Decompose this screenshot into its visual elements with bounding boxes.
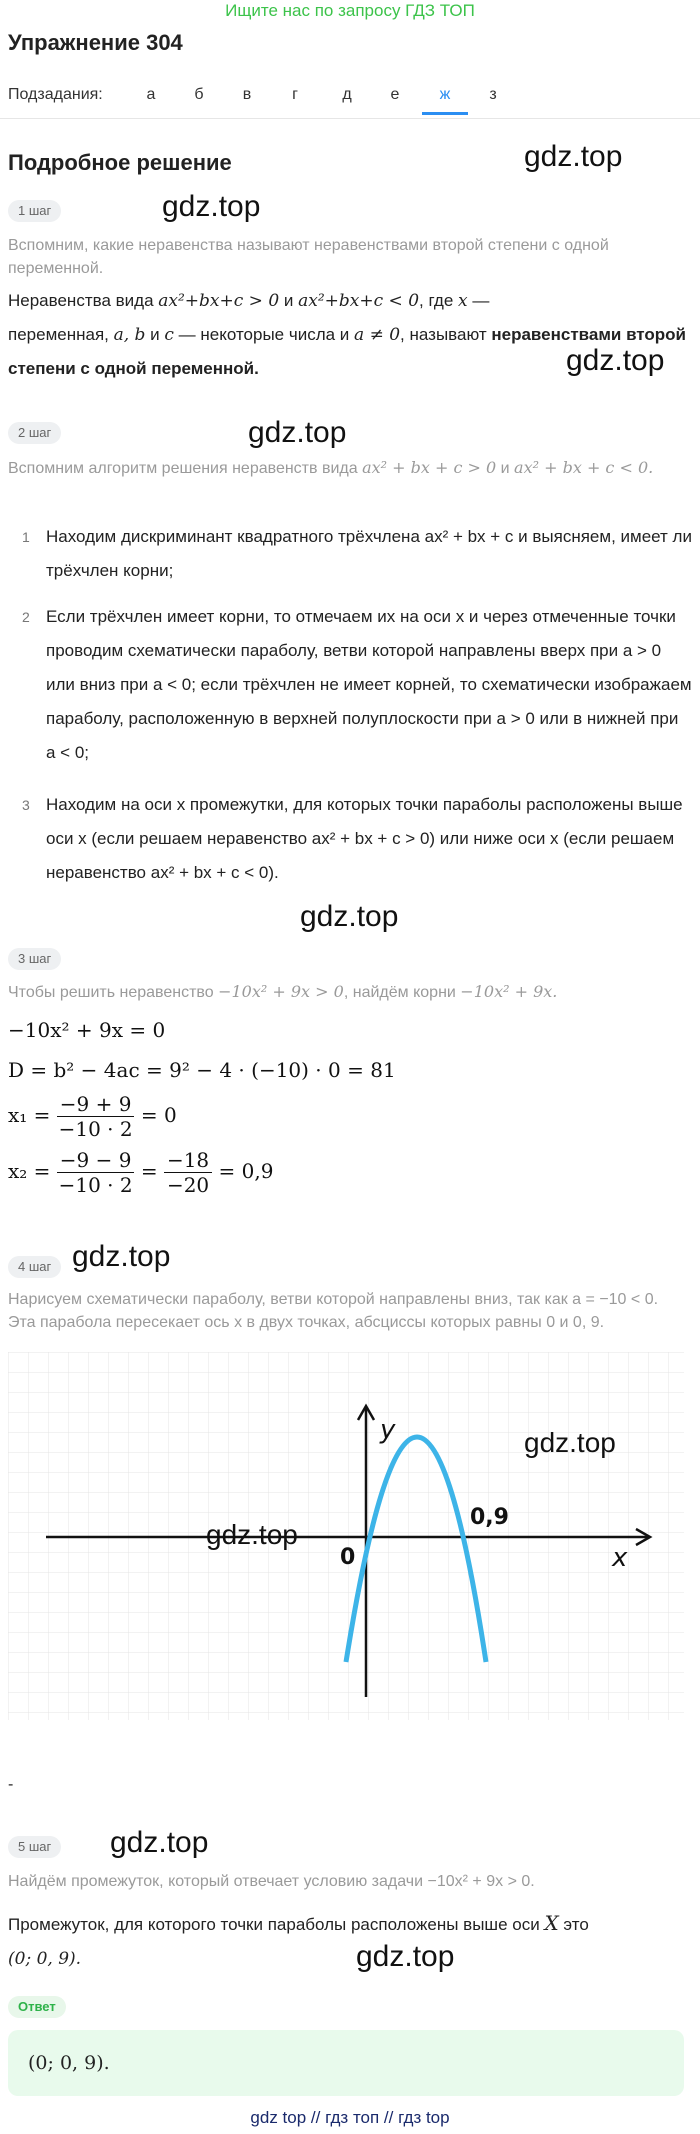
step-badge-4: 4 шаг xyxy=(8,1256,61,1278)
page-title: Упражнение 304 xyxy=(8,30,183,55)
watermark: gdz.top xyxy=(72,1240,171,1273)
fraction xyxy=(57,1092,135,1141)
y-axis-label: y xyxy=(380,1415,396,1445)
watermark: gdz.top xyxy=(300,900,399,933)
subtask-tab-zh[interactable]: ж xyxy=(439,86,451,103)
x-axis-label: x xyxy=(612,1543,628,1573)
list-number: 1 xyxy=(22,529,30,545)
list-item xyxy=(8,788,692,898)
subtask-tab-g[interactable]: г xyxy=(292,86,298,103)
numerator: −9 + 9 xyxy=(57,1092,135,1117)
denominator: −20 xyxy=(166,1173,210,1197)
text-fragment: это xyxy=(563,1915,589,1934)
text-fragment: Чтобы решить неравенство xyxy=(8,984,214,1001)
text-fragment: X xyxy=(544,1911,559,1935)
text-fragment: и xyxy=(150,325,160,344)
equation: −10x² + 9x = 0 xyxy=(8,1018,166,1042)
step-1-intro: Вспомним, какие неравенства называют неравенствами второй степени с одной переменной. xyxy=(8,237,609,277)
text-fragment: , найдём корни xyxy=(343,984,456,1001)
divider xyxy=(0,118,700,119)
text-fragment: Неравенства вида xyxy=(8,291,154,310)
text-fragment: Промежуток, для которого точки параболы расположены выше оси xyxy=(8,1915,540,1934)
step-badge-5: 5 шаг xyxy=(8,1836,61,1858)
list-number: 2 xyxy=(22,609,30,625)
text-fragment: переменная, xyxy=(8,325,109,344)
answer-value: (0; 0, 9). xyxy=(28,2052,110,2074)
text-fragment: = 0 xyxy=(140,1103,177,1127)
watermark: gdz.top xyxy=(110,1826,209,1859)
step-3-intro: Чтобы решить неравенство −10x² + 9x > 0, найдём корни −10x² + 9x. xyxy=(8,982,558,1001)
subtask-tab-z[interactable]: з xyxy=(489,86,497,103)
step-badge-3: 3 шаг xyxy=(8,948,61,970)
step-2-intro: Вспомним алгоритм решения неравенств вида ax² + bx + c > 0 и ax² + bx + c < 0. xyxy=(8,458,654,477)
watermark: gdz.top xyxy=(356,1940,455,1973)
watermark: gdz.top xyxy=(524,1427,616,1458)
top-banner: Ищите нас по запросу ГДЗ ТОП xyxy=(225,1,475,20)
step-badge-1: 1 шаг xyxy=(8,200,61,222)
numerator: −9 − 9 xyxy=(57,1148,135,1173)
interval: (0; 0, 9). xyxy=(8,1949,82,1969)
list-number: 3 xyxy=(22,797,30,813)
numerator: −18 xyxy=(164,1148,212,1173)
root-x1 xyxy=(8,1092,177,1141)
text-fragment: = 0,9 xyxy=(218,1159,274,1183)
fraction xyxy=(57,1148,135,1197)
subtask-tab-a[interactable]: а xyxy=(146,86,156,103)
discriminant: D = b² − 4ac = 9² − 4 · (−10) · 0 = 81 xyxy=(8,1058,396,1082)
footer-links[interactable]: gdz top // гдз топ // гдз top xyxy=(250,2108,450,2127)
list-text: Находим на оси x промежутки, для которых точки параболы расположены выше оси x (если решаем неравенство ax² + bx + c > 0) или ниже оси x (если решаем неравенство ax² + bx + c < 0). xyxy=(46,795,683,882)
text-fragment: — xyxy=(472,291,490,310)
root-label: 0,9 xyxy=(470,1505,509,1530)
subtask-tab-e[interactable]: е xyxy=(390,86,400,103)
watermark: gdz.top xyxy=(206,1519,298,1550)
text-fragment: x₁ = xyxy=(8,1103,51,1127)
text-fragment: — некоторые числа и xyxy=(178,325,350,344)
active-tab-indicator xyxy=(422,112,468,115)
watermark: gdz.top xyxy=(566,344,665,377)
subtask-tab-b[interactable]: б xyxy=(194,86,204,103)
list-text: Если трёхчлен имеет корни, то отмечаем их на оси x и через отмеченные точки проводим схематически параболу, ветви которой направлены вверх при a > 0 или вниз при a < 0; если трёхчлен не имеет корней, то схематически изображаем параболу, расположенную в верхней полуплоскости при a > 0 или в нижней при a < 0; xyxy=(46,607,692,762)
text-fragment: , называют xyxy=(400,325,487,344)
origin-label: 0 xyxy=(340,1545,356,1570)
root-x2: x₂ = $\frac{-9 - 9}{-10 \cdot 2}$ = $\frac{-18}{-20}$ = 0,9 xyxy=(8,1148,274,1197)
text-fragment: и xyxy=(283,291,294,310)
subtask-tab-d[interactable]: д xyxy=(342,86,352,103)
text-fragment: , где xyxy=(419,291,454,310)
bold-term: неравенствами второй степени с одной переменной. xyxy=(8,325,687,378)
step-4-intro: Нарисуем схематически параболу, ветви которой направлены вниз, так как a = −10 < 0. Эта парабола пересекает ось x в двух точках, абсциссы которых равны 0 и 0, 9. xyxy=(8,1291,659,1331)
solution-heading: Подробное решение xyxy=(8,150,232,175)
list-item xyxy=(8,520,692,590)
watermark: gdz.top xyxy=(524,140,623,173)
text-fragment: Вспомним алгоритм решения неравенств вида xyxy=(8,460,358,477)
answer-box xyxy=(8,2030,684,2096)
watermark: gdz.top xyxy=(248,416,347,449)
subtask-tab-v[interactable]: в xyxy=(242,86,252,103)
answer-badge: Ответ xyxy=(8,1996,66,2018)
dash: - xyxy=(8,1776,14,1793)
step-1-text: Неравенства вида ax²+bx+c > 0 и ax²+bx+c < 0, где x — переменная, a, b и c — некоторые числа и a ≠ 0, называют неравенствами второй степени с одной переменной. xyxy=(8,291,687,378)
parabola-figure xyxy=(8,1352,684,1720)
fraction xyxy=(164,1148,212,1197)
subtask-nav xyxy=(8,82,688,116)
watermark: gdz.top xyxy=(162,190,261,223)
subtask-label: Подзадания: xyxy=(8,86,103,103)
denominator: −10 · 2 xyxy=(58,1173,133,1197)
text-fragment: x₂ = xyxy=(8,1159,51,1183)
step-5-text xyxy=(8,1906,692,1976)
list-text: Находим дискриминант квадратного трёхчлена ax² + bx + c и выясняем, имеет ли трёхчлен корни; xyxy=(46,527,692,580)
step-badge-2: 2 шаг xyxy=(8,422,61,444)
list-item xyxy=(8,600,692,770)
step-5-intro: Найдём промежуток, который отвечает условию задачи −10x² + 9x > 0. xyxy=(8,1873,535,1890)
denominator: −10 · 2 xyxy=(58,1117,133,1141)
